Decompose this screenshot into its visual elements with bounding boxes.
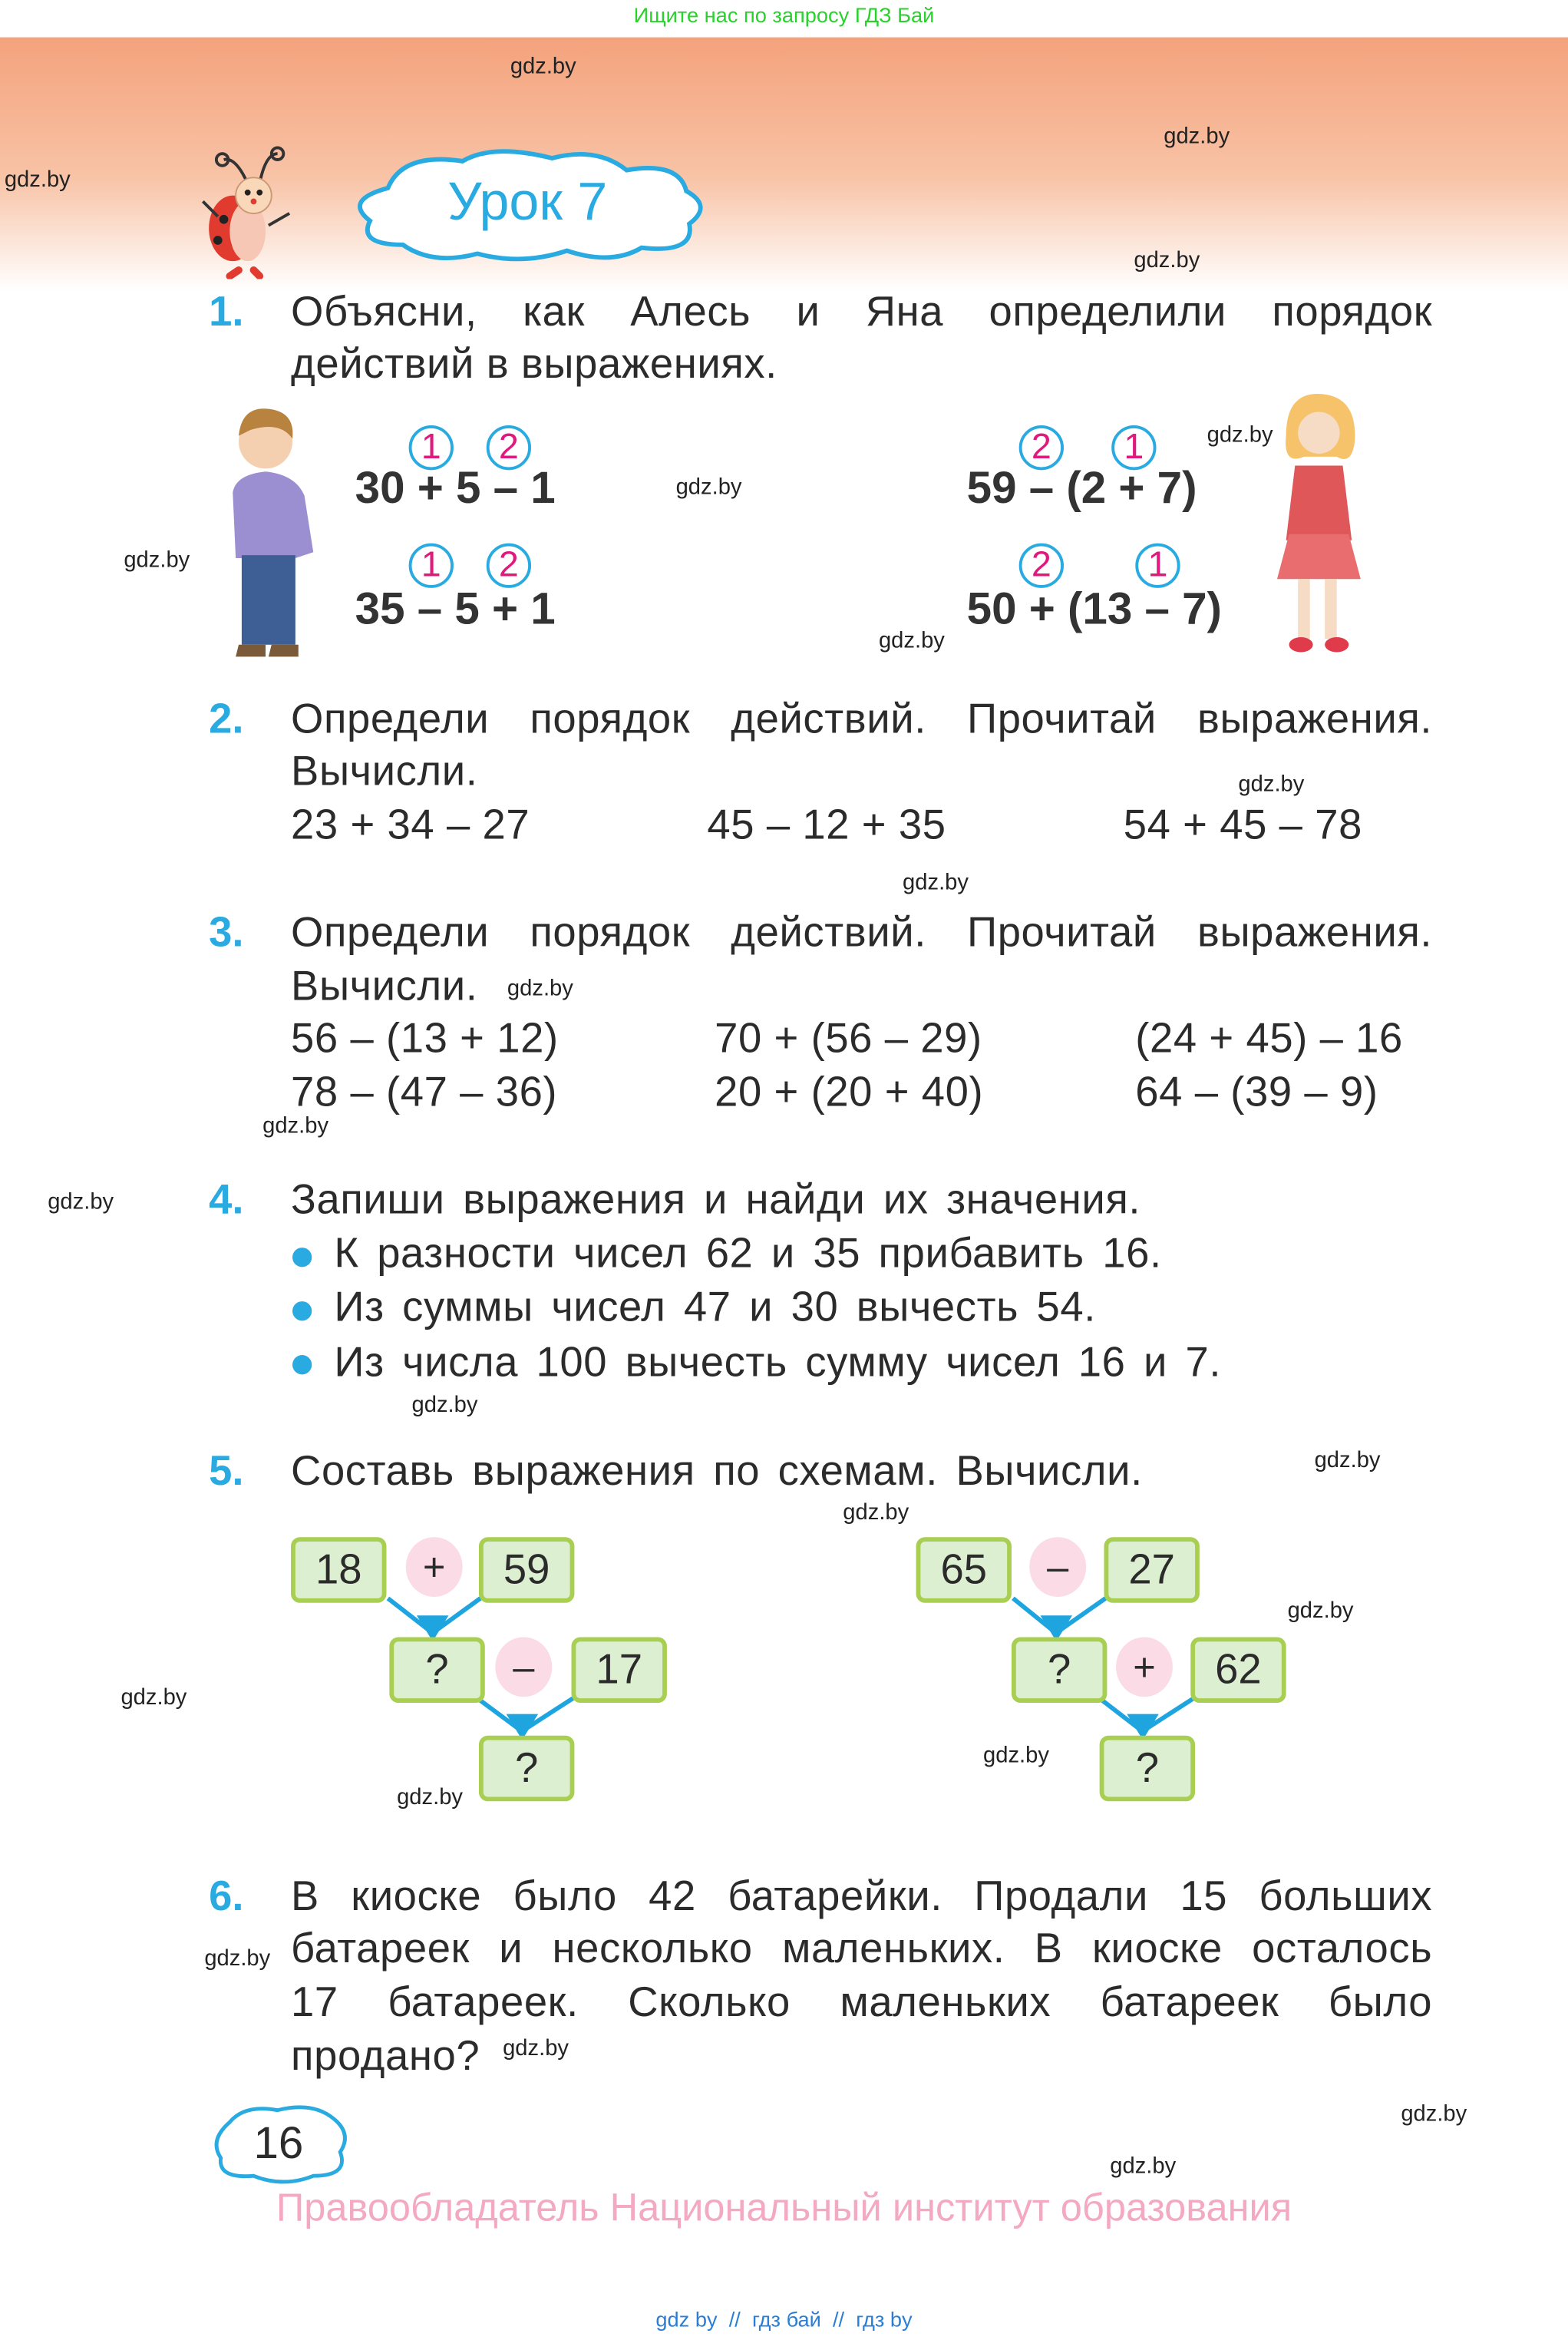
scheme-number-box: 27: [1104, 1537, 1199, 1603]
watermark: gdz.by: [510, 53, 576, 80]
task-number: 2.: [209, 695, 244, 742]
order-mark: 2: [1019, 544, 1064, 588]
task-text: 17 батареек. Сколько маленьких батареек было: [291, 1978, 1433, 2025]
arrow: [1100, 1698, 1139, 1728]
task-text: действий в выражениях.: [291, 340, 777, 387]
expression: 78 – (47 – 36): [291, 1068, 558, 1115]
bullet-text: Из числа 100 вычесть сумму чисел 16 и 7.: [334, 1338, 1222, 1385]
watermark: gdz.by: [1110, 2153, 1177, 2180]
task-text: Составь выражения по схемам. Вычисли.: [291, 1447, 1143, 1494]
task-text: Определи порядок действий. Прочитай выражения.: [291, 908, 1433, 956]
watermark: gdz.by: [1207, 422, 1273, 448]
watermark: gdz.by: [124, 547, 190, 573]
task-text: Вычисли.: [291, 962, 478, 1010]
scheme-number-box: 59: [479, 1537, 574, 1603]
expression: 45 – 12 + 35: [707, 801, 946, 848]
watermark: gdz.by: [1238, 771, 1305, 798]
arrow: [1013, 1598, 1052, 1630]
arrow: [477, 1698, 517, 1728]
watermark: gdz.by: [878, 628, 945, 654]
task-text: Запиши выражения и найди их значения.: [291, 1175, 1141, 1223]
scheme-number-box: 18: [291, 1537, 386, 1603]
task-number: 6.: [209, 1872, 244, 1919]
page-number: 16: [253, 2119, 304, 2169]
expression: 54 + 45 – 78: [1123, 801, 1362, 848]
task-number: 3.: [209, 908, 244, 956]
watermark: gdz.by: [48, 1189, 114, 1215]
expression: 64 – (39 – 9): [1135, 1068, 1378, 1115]
arrow: [437, 1598, 480, 1630]
task-text: В киоске было 42 батарейки. Продали 15 больших: [291, 1872, 1433, 1919]
scheme-number-box: 17: [572, 1637, 667, 1703]
expression: 20 + (20 + 40): [715, 1068, 984, 1115]
order-mark: 1: [409, 425, 454, 470]
task-text: Объясни, как Алесь и Яна определили порядок: [291, 288, 1433, 335]
task-text: батареек и несколько маленьких. В киоске осталось: [291, 1925, 1433, 1971]
example-expression: 30 + 5 – 1: [355, 464, 556, 514]
footer-links[interactable]: gdz by // гдз бай // гдз by: [655, 2307, 913, 2332]
arrow: [1061, 1598, 1105, 1630]
task-number: 1.: [209, 288, 244, 335]
task-text: продано?: [291, 2032, 480, 2079]
watermark: gdz.by: [675, 474, 742, 501]
scheme-unknown-box: ?: [1012, 1637, 1107, 1703]
watermark: gdz.by: [1164, 124, 1230, 150]
expression: (24 + 45) – 16: [1135, 1014, 1403, 1062]
arrow-head: [1131, 1716, 1154, 1735]
watermark: gdz.by: [903, 870, 969, 896]
watermark: gdz.by: [843, 1499, 909, 1525]
arrow-head: [510, 1716, 534, 1735]
watermark: gdz.by: [204, 1945, 271, 1971]
scheme-unknown-box: ?: [389, 1637, 484, 1703]
scheme-number-box: 62: [1190, 1637, 1286, 1703]
scheme-operator: +: [406, 1537, 463, 1597]
watermark: gdz.by: [397, 1784, 464, 1810]
order-mark: 2: [487, 425, 531, 470]
task-text: Вычисли.: [291, 747, 478, 795]
arrow: [1147, 1698, 1193, 1728]
watermark: gdz.by: [120, 1684, 187, 1710]
lesson-title: Урок 7: [447, 170, 608, 232]
scheme-result-box: ?: [1100, 1736, 1195, 1802]
watermark: gdz.by: [1401, 2101, 1467, 2127]
watermark: gdz.by: [507, 976, 573, 1002]
watermark: gdz.by: [4, 167, 71, 193]
bullet-text: К разности чисел 62 и 35 прибавить 16.: [334, 1229, 1162, 1277]
order-mark: 2: [487, 544, 531, 588]
copyright-text: Правообладатель Национальный институт образования: [276, 2184, 1292, 2230]
watermark: gdz.by: [411, 1392, 478, 1418]
task-number: 4.: [209, 1175, 244, 1223]
task-number: 5.: [209, 1447, 244, 1494]
scheme-operator: –: [1029, 1537, 1086, 1597]
task-text: Определи порядок действий. Прочитай выражения.: [291, 695, 1433, 742]
watermark: gdz.by: [1134, 247, 1200, 273]
bullet-text: Из суммы чисел 47 и 30 вычесть 54.: [334, 1283, 1096, 1330]
watermark: gdz.by: [503, 2035, 569, 2061]
expression: 70 + (56 – 29): [715, 1014, 982, 1062]
expression: 23 + 34 – 27: [291, 801, 530, 848]
watermark: gdz.by: [262, 1113, 329, 1139]
arrow: [388, 1598, 427, 1630]
top-banner-link[interactable]: Ищите нас по запросу ГДЗ Бай: [633, 2, 935, 27]
scheme-operator: +: [1116, 1637, 1173, 1697]
arrow-head: [421, 1618, 444, 1637]
scheme-result-box: ?: [479, 1736, 574, 1802]
arrow: [527, 1698, 573, 1728]
expression: 56 – (13 + 12): [291, 1014, 559, 1062]
watermark: gdz.by: [983, 1743, 1049, 1769]
example-expression: 35 – 5 + 1: [355, 585, 556, 635]
example-expression: 50 + (13 – 7): [966, 585, 1222, 635]
example-expression: 59 – (2 + 7): [966, 464, 1197, 514]
order-mark: 1: [1111, 425, 1156, 470]
arrow-head: [1045, 1618, 1068, 1637]
order-mark: 1: [409, 544, 454, 588]
watermark: gdz.by: [1287, 1598, 1354, 1624]
scheme-number-box: 65: [916, 1537, 1012, 1603]
order-mark: 1: [1135, 544, 1180, 588]
order-mark: 2: [1019, 425, 1064, 470]
watermark: gdz.by: [1314, 1447, 1381, 1473]
scheme-operator: –: [495, 1637, 552, 1697]
